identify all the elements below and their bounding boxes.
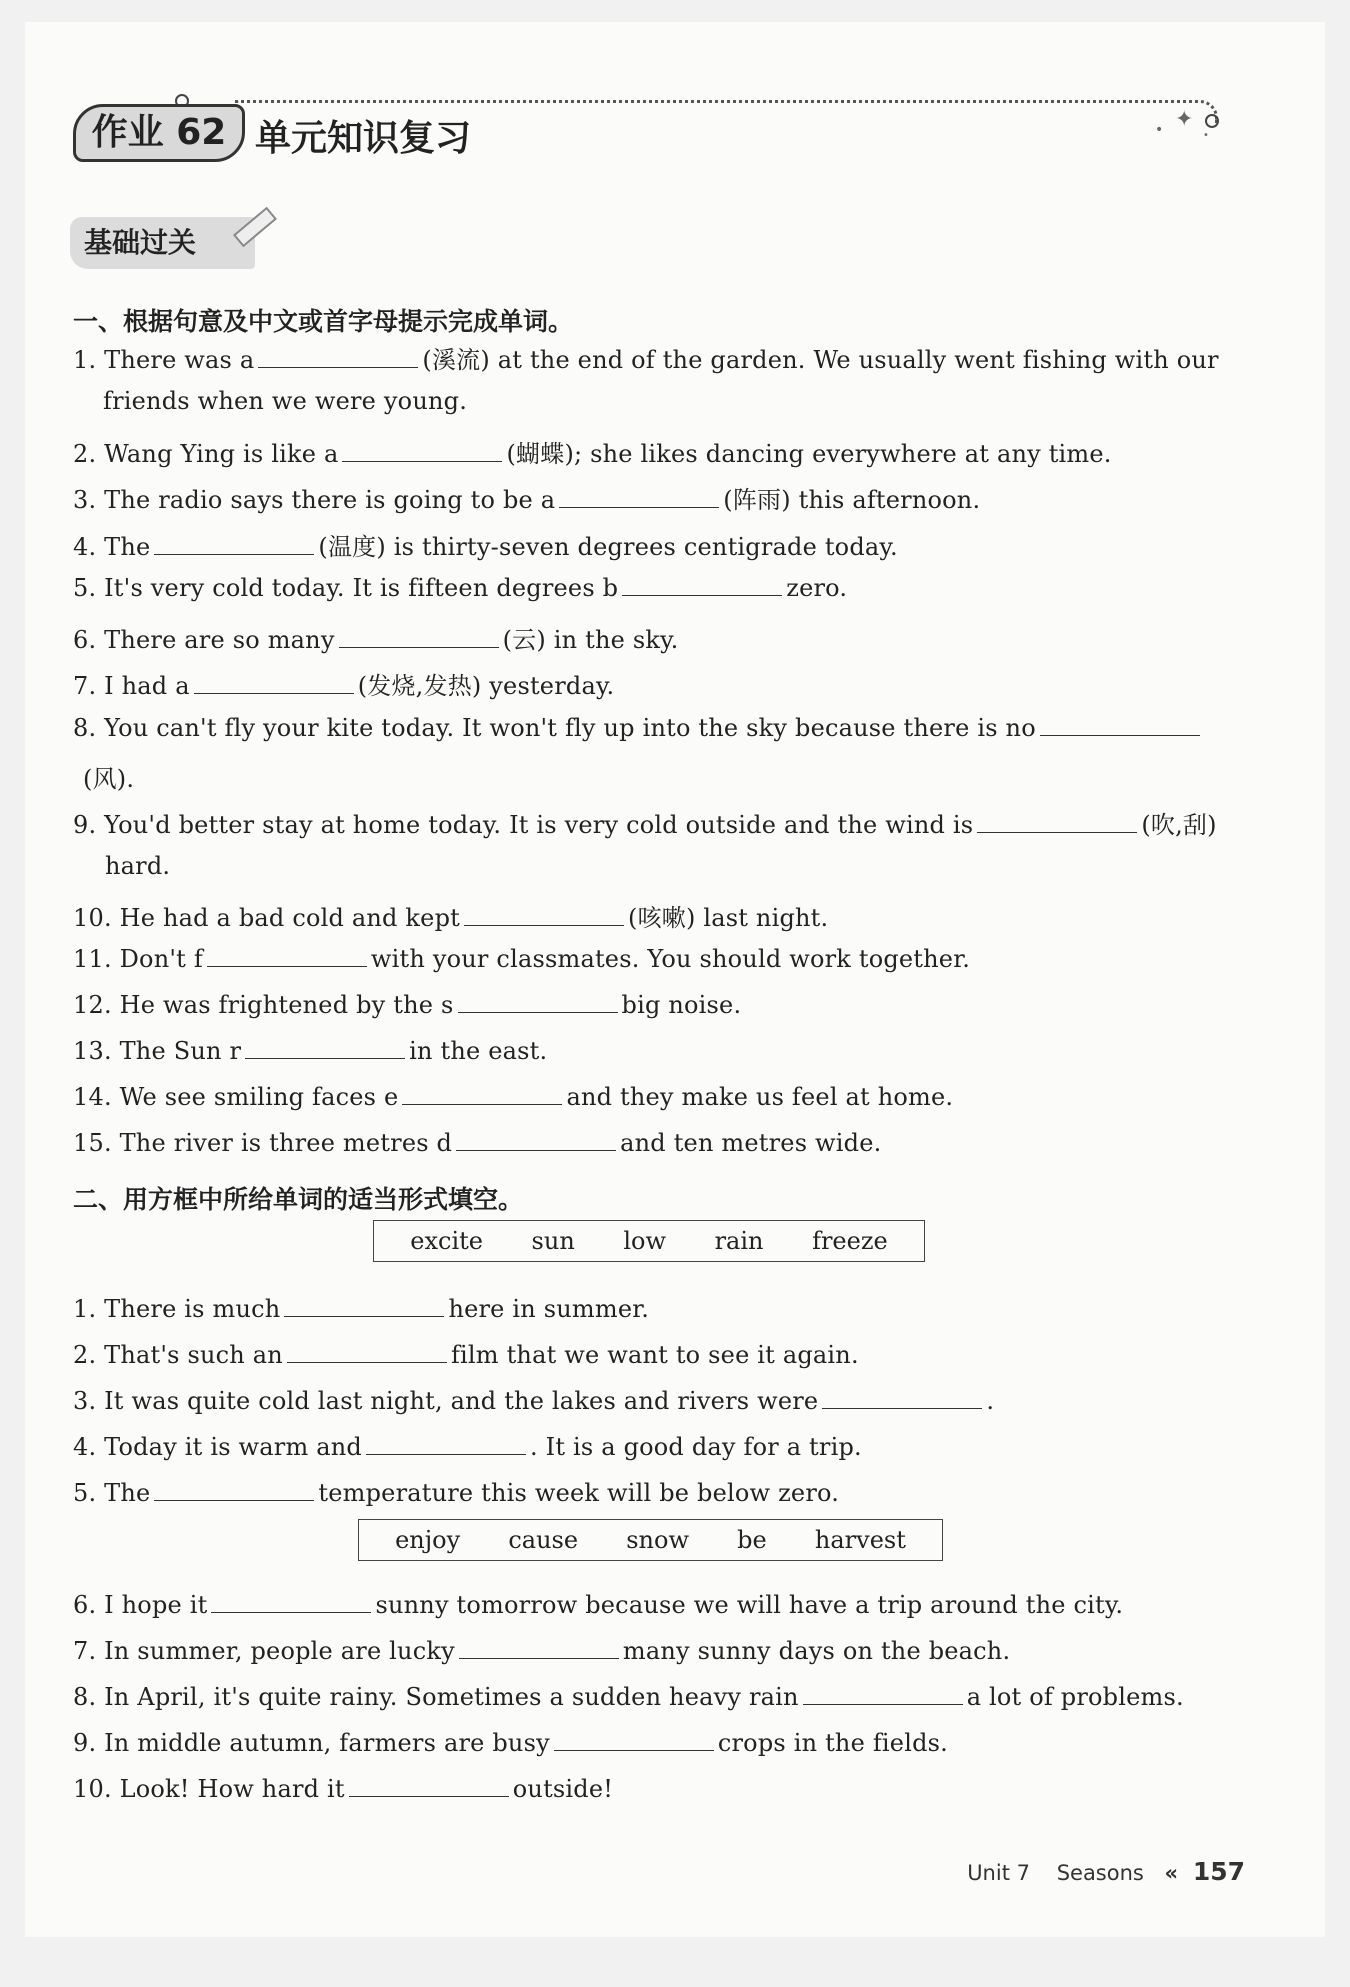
word-box-2 [358, 1519, 943, 1561]
question-line [73, 340, 1219, 375]
question-line [73, 805, 1217, 840]
answer-blank[interactable] [349, 1774, 509, 1797]
question-line [73, 1682, 1184, 1711]
question-text: 13. The Sun r [73, 1037, 242, 1065]
worksheet-page [25, 22, 1325, 1937]
question-line [73, 1478, 839, 1507]
word-option: harvest [814, 1526, 906, 1554]
answer-blank[interactable] [822, 1386, 982, 1409]
word-option: rain [714, 1227, 764, 1255]
question-text: 8. You can't fly your kite today. It won't fly up into the sky because there is no [73, 714, 1036, 742]
word-option: cause [508, 1526, 579, 1554]
question-text: hard. [105, 852, 171, 880]
word-option: sun [531, 1227, 575, 1255]
question-text: 12. He was frightened by the s [73, 991, 454, 1019]
question-line [73, 1340, 859, 1369]
word-option: freeze [812, 1227, 888, 1255]
question-text: 2. Wang Ying is like a [73, 440, 339, 468]
question-line [73, 1082, 953, 1111]
page-footer [967, 1857, 1245, 1886]
double-chevron-icon: « [1164, 1861, 1179, 1885]
question-line [73, 1636, 1010, 1665]
answer-blank[interactable] [284, 1294, 444, 1317]
answer-blank[interactable] [342, 439, 502, 462]
question-text: (溪流) at the end of the garden. We usually went fishing with our [422, 346, 1219, 374]
answer-blank[interactable] [622, 573, 782, 596]
ring-ornament [1205, 114, 1219, 128]
answer-blank[interactable] [459, 1636, 619, 1659]
footer-unit-title: Seasons [1056, 1861, 1144, 1885]
word-option: excite [410, 1227, 483, 1255]
sparkle-icon: ✦ [1175, 107, 1194, 132]
section-tab-label: 基础过关 [84, 226, 197, 259]
answer-blank[interactable] [339, 625, 499, 648]
question-line [73, 573, 847, 602]
answer-blank[interactable] [366, 1432, 526, 1455]
answer-blank[interactable] [154, 532, 314, 555]
question-text: (蝴蝶); she likes dancing everywhere at any time. [506, 440, 1112, 468]
question-text: 5. It's very cold today. It is fifteen degrees b [73, 574, 619, 602]
question-line [73, 1036, 547, 1065]
answer-blank[interactable] [559, 485, 719, 508]
question-text: 4. Today it is warm and [73, 1433, 362, 1461]
answer-blank[interactable] [464, 903, 624, 926]
dot-ornament: • [1155, 122, 1164, 138]
question-text: 8. In April, it's quite rainy. Sometimes a sudden heavy rain [73, 1683, 799, 1711]
question-text: friends when we were young. [103, 387, 468, 415]
answer-blank[interactable] [207, 944, 367, 967]
answer-blank[interactable] [554, 1728, 714, 1751]
dot-ornament: • [1203, 130, 1209, 141]
question-line [73, 1774, 613, 1803]
section-tab [70, 217, 255, 269]
question-text: 10. He had a bad cold and kept [73, 904, 460, 932]
question-line [73, 434, 1112, 469]
answer-blank[interactable] [154, 1478, 314, 1501]
question-line [73, 1590, 1123, 1619]
answer-blank[interactable] [456, 1128, 616, 1151]
question-line [73, 944, 970, 973]
question-text: and ten metres wide. [620, 1129, 882, 1157]
footer-unit: Unit 7 [967, 1861, 1030, 1885]
part1-instruction: 一、根据句意及中文或首字母提示完成单词。 [73, 307, 574, 336]
pencil-icon [233, 207, 277, 248]
question-text: 9. You'd better stay at home today. It is very cold outside and the wind is [73, 811, 974, 839]
assignment-number-badge: 作业 62 [73, 104, 245, 162]
question-text: (阵雨) this afternoon. [723, 486, 981, 514]
question-text: (风). [83, 765, 135, 793]
question-line [73, 1386, 994, 1415]
question-text: (咳嗽) last night. [628, 904, 829, 932]
question-text: 7. I had a [73, 672, 190, 700]
question-text: and they make us feel at home. [566, 1083, 954, 1111]
question-text: 1. There is much [73, 1295, 281, 1323]
question-text: sunny tomorrow because we will have a trip around the city. [375, 1591, 1124, 1619]
page-title: 单元知识复习 [255, 118, 472, 159]
answer-blank[interactable] [977, 810, 1137, 833]
part2-instruction: 二、用方框中所给单词的适当形式填空。 [73, 1185, 524, 1214]
question-line [73, 990, 741, 1019]
question-text: (云) in the sky. [502, 626, 679, 654]
question-line [73, 898, 828, 933]
question-text: 3. It was quite cold last night, and the lakes and rivers were [73, 1387, 819, 1415]
question-text: big noise. [621, 991, 742, 1019]
question-line [105, 852, 170, 880]
question-text: 6. There are so many [73, 626, 335, 654]
question-line [83, 759, 134, 794]
question-text: 15. The river is three metres d [73, 1129, 453, 1157]
question-text: . It is a good day for a trip. [530, 1433, 862, 1461]
answer-blank[interactable] [211, 1590, 371, 1613]
answer-blank[interactable] [194, 671, 354, 694]
question-text: in the east. [409, 1037, 548, 1065]
question-text: many sunny days on the beach. [622, 1637, 1011, 1665]
question-text: 14. We see smiling faces e [73, 1083, 399, 1111]
question-text: 4. The [73, 533, 151, 561]
question-text: 9. In middle autumn, farmers are busy [73, 1729, 550, 1757]
answer-blank[interactable] [402, 1082, 562, 1105]
answer-blank[interactable] [245, 1036, 405, 1059]
question-text: (吹,刮) [1141, 811, 1217, 839]
question-line [103, 387, 467, 415]
question-text: 11. Don't f [73, 945, 203, 973]
word-box-1 [373, 1220, 925, 1262]
question-line [73, 666, 614, 701]
word-option: enjoy [395, 1526, 461, 1554]
question-line [73, 713, 1204, 742]
word-option: low [623, 1227, 667, 1255]
question-text: 1. There was a [73, 346, 255, 374]
answer-blank[interactable] [458, 990, 618, 1013]
question-line [73, 1432, 862, 1461]
question-line [73, 1728, 948, 1757]
question-text: 5. The [73, 1479, 151, 1507]
question-text: 2. That's such an [73, 1341, 283, 1369]
question-text: crops in the fields. [717, 1729, 948, 1757]
question-text: temperature this week will be below zero. [318, 1479, 840, 1507]
question-text: a lot of problems. [966, 1683, 1184, 1711]
question-text: 7. In summer, people are lucky [73, 1637, 455, 1665]
question-text: 6. I hope it [73, 1591, 208, 1619]
question-text: outside! [512, 1775, 614, 1803]
word-option: be [737, 1526, 767, 1554]
question-text: film that we want to see it again. [450, 1341, 859, 1369]
question-line [73, 1294, 649, 1323]
answer-blank[interactable] [803, 1682, 963, 1705]
question-text: 10. Look! How hard it [73, 1775, 345, 1803]
question-text: here in summer. [448, 1295, 650, 1323]
question-text: with your classmates. You should work together. [370, 945, 971, 973]
word-option: snow [626, 1526, 689, 1554]
question-line [73, 620, 679, 655]
question-text: (温度) is thirty-seven degrees centigrade today. [318, 533, 898, 561]
question-text: 3. The radio says there is going to be a [73, 486, 556, 514]
question-line [73, 480, 980, 515]
question-text: (发烧,发热) yesterday. [357, 672, 615, 700]
answer-blank[interactable] [1040, 713, 1200, 736]
question-text: . [986, 1387, 995, 1415]
question-line [73, 1128, 881, 1157]
question-text: zero. [786, 574, 848, 602]
answer-blank[interactable] [258, 345, 418, 368]
page-number: 157 [1192, 1857, 1245, 1886]
answer-blank[interactable] [287, 1340, 447, 1363]
question-line [73, 527, 898, 562]
